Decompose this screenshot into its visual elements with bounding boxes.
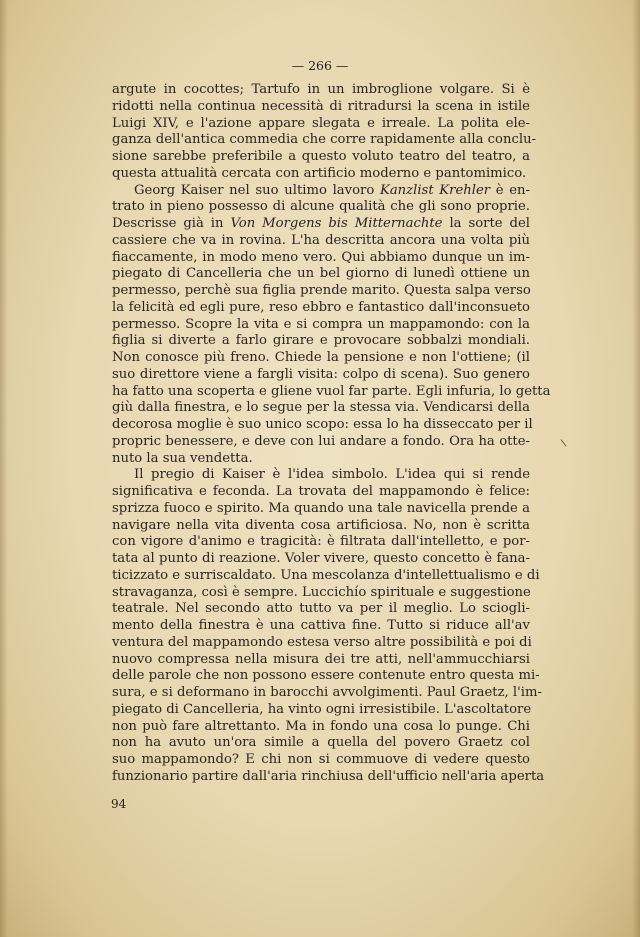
- text-segment: stravaganza, così è sempre. Luccichío spirituale e suggestione: [112, 584, 531, 600]
- text-segment: giù dalla finestra, e lo segue per la stessa via. Vendicarsi della: [112, 400, 530, 416]
- text-line: [112, 618, 530, 635]
- text-line: [112, 652, 530, 669]
- text-segment: nuovo compressa nella misura dei tre atti, nell'ammucchiarsi: [112, 651, 530, 667]
- text-segment: è en-: [490, 182, 530, 198]
- text-segment: nuto la sua vendetta.: [112, 450, 253, 466]
- text-line: [112, 149, 530, 166]
- text-segment: decorosa moglie è suo unico scopo: essa lo ha disseccato per il: [112, 417, 533, 432]
- text-line: [112, 216, 530, 233]
- text-segment: ticizzato e surriscaldato. Una mescolanza d'intellettualismo e di: [112, 567, 540, 583]
- page-number: — 266 —: [291, 58, 349, 73]
- text-segment: sura, e si deformano in barocchi avvolgimenti. Paul Graetz, l'im-: [112, 685, 542, 700]
- text-line: [112, 333, 530, 350]
- text-segment: la sorte del: [442, 216, 530, 231]
- text-segment: con vigore d'animo e tragicità: è filtrata dall'intelletto, e por-: [112, 534, 530, 550]
- text-line: [112, 567, 540, 585]
- text-line: [112, 467, 530, 484]
- text-segment: ha fatto una scoperta e gliene vuol far parte. Egli infuria, lo getta: [112, 383, 551, 399]
- text-segment: non ha avuto un'ora simile a quella del povero Graetz col: [112, 735, 530, 751]
- text-segment: Luigi XIV, e l'azione appare slegata e irreale. La polita ele-: [112, 115, 530, 131]
- text-line: [112, 300, 530, 317]
- text-line: [112, 484, 530, 501]
- text-segment: permesso. Scopre la vita e si compra un mappamondo: con la: [112, 316, 530, 332]
- text-line: [112, 250, 530, 267]
- text-segment: ganza dell'antica commedia che corre rapidamente alla conclu-: [112, 132, 537, 148]
- text-line: [112, 601, 530, 618]
- text-line: [112, 752, 530, 769]
- text-line: [112, 283, 530, 300]
- page-edge-shadow: [632, 0, 640, 937]
- text-line: [112, 383, 551, 401]
- text-segment: significativa e feconda. La trovata del mappamondo è felice:: [112, 484, 530, 499]
- text-segment: Georg Kaiser nel suo ultimo lavoro: [134, 182, 380, 198]
- text-segment: Descrisse già in: [112, 216, 231, 231]
- text-line: [112, 735, 530, 752]
- text-segment: sione sarebbe preferibile a questo voluto teatro del teatro, a: [112, 149, 530, 164]
- text-line: [112, 199, 530, 216]
- text-line: [112, 183, 530, 200]
- body-text: [112, 82, 551, 786]
- text-segment: permesso, perchè sua figlia prende marito. Questa salpa verso: [112, 283, 531, 298]
- text-line: [112, 367, 530, 384]
- text-segment: propric benessere, e deve con lui andare a fondo. Ora ha otte-: [112, 433, 530, 449]
- text-line: [112, 317, 530, 334]
- text-line: [112, 685, 542, 702]
- text-line: [112, 99, 530, 116]
- text-segment: trato in pieno possesso di alcune qualità che gli sono proprie.: [112, 199, 530, 215]
- text-segment: suo direttore viene a fargli visita: colpo di scena). Suo genero: [112, 366, 530, 382]
- text-line: [112, 350, 530, 367]
- text-line: [112, 266, 530, 283]
- text-line: [112, 132, 537, 149]
- text-line: [112, 417, 533, 434]
- text-segment: piegato di Cancelleria che un bel giorno di lunedì ottiene un: [112, 266, 530, 282]
- text-segment: Il pregio di Kaiser è l'idea simbolo. L'idea qui si rende: [134, 467, 530, 483]
- text-line: [112, 668, 540, 685]
- text-segment: ventura del mappamondo estesa verso altre possibilità e poi di: [112, 634, 532, 650]
- text-line: [112, 82, 530, 99]
- text-segment: funzionario partire dall'aria rinchiusa dell'ufficio nell'aria aperta: [112, 768, 545, 784]
- text-segment: piegato di Cancelleria, ha vinto ogni irresistibile. L'ascoltatore: [112, 701, 532, 717]
- text-segment: Non conosce più freno. Chiede la pensione e non l'ottiene; (il: [112, 350, 530, 365]
- text-segment: ridotti nella continua necessità di ritradursi la scena in istile: [112, 98, 530, 114]
- text-segment: delle parole che non possono essere contenute entro questa mi-: [112, 668, 540, 684]
- italic-title: Von Morgens bis Mitternachte: [230, 216, 443, 231]
- text-segment: questa attualità cercata con artificio moderno e pantomimico.: [112, 165, 527, 181]
- text-line: [112, 585, 530, 602]
- text-line: [112, 768, 545, 786]
- text-line: [112, 166, 530, 183]
- text-segment: non può fare altrettanto. Ma in fondo una cosa lo punge. Chi: [112, 718, 530, 734]
- text-line: [112, 451, 530, 468]
- text-line: [112, 719, 530, 736]
- text-line: [112, 702, 530, 719]
- text-segment: suo mappamondo? E chi non si commuove di vedere questo: [112, 752, 530, 767]
- text-line: [112, 501, 530, 518]
- text-segment: argute in cocottes; Tartufo in un imbroglione volgare. Si è: [112, 82, 530, 97]
- text-line: [112, 551, 530, 568]
- text-segment: teatrale. Nel secondo atto tutto va per il meglio. Lo sciogli-: [112, 601, 530, 617]
- text-segment: cassiere che va in rovina. L'ha descritta ancora una volta più: [112, 232, 530, 248]
- text-segment: figlia si diverte a farlo girare e provocare sobbalzi mondiali.: [112, 333, 530, 349]
- margin-mark: \: [560, 437, 568, 450]
- italic-title: Kanzlist Krehler: [379, 182, 491, 198]
- text-line: [112, 434, 530, 451]
- text-segment: fiaccamente, in modo meno vero. Qui abbiamo dunque un im-: [112, 249, 530, 265]
- text-segment: mento della finestra è una cattiva fine. Tutto si riduce all'av: [112, 618, 530, 633]
- text-segment: sprizza fuoco e spirito. Ma quando una tale navicella prende a: [112, 500, 530, 516]
- text-segment: la felicità ed egli pure, reso ebbro e fantastico dall'inconsueto: [112, 299, 530, 315]
- text-line: [112, 400, 530, 417]
- text-line: [112, 116, 530, 133]
- text-line: [112, 518, 530, 535]
- text-line: [112, 233, 530, 250]
- folio-number: 94: [111, 797, 127, 811]
- page-edge-shadow: [0, 0, 8, 937]
- text-segment: tata al punto di reazione. Voler vivere, questo concetto è fana-: [112, 551, 530, 566]
- text-segment: navigare nella vita diventa cosa artificiosa. No, non è scritta: [112, 517, 530, 533]
- text-line: [112, 635, 530, 652]
- text-line: [112, 534, 530, 551]
